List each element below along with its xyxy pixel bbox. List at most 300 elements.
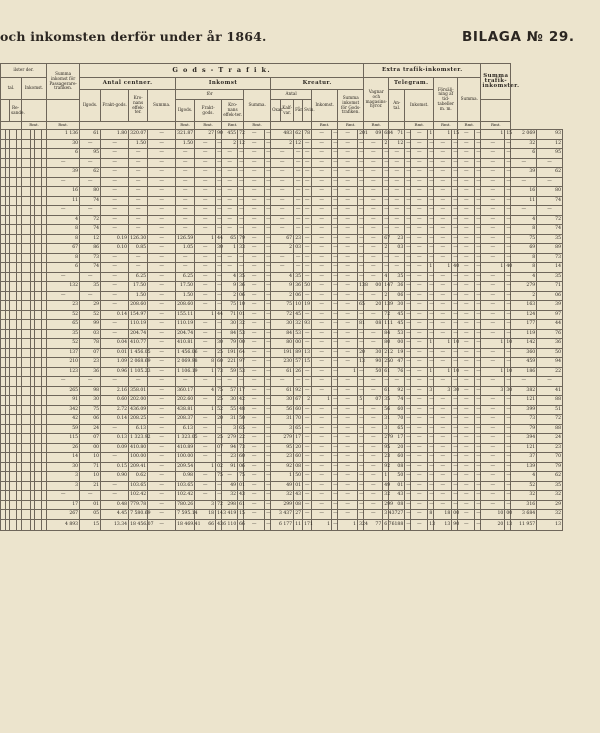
cell: — [475,130,481,140]
cell: — [216,253,222,263]
cell: 53 [238,329,244,339]
table-row [1,272,563,282]
cell: 19 [303,301,312,311]
cell: 13.34 [101,519,129,530]
cell: — [332,215,338,225]
cell: — [303,139,312,149]
cell: 399 [511,405,537,415]
cell: — [411,196,428,206]
cell: — [216,329,222,339]
blank-cell [35,253,42,263]
cell: — [338,424,358,434]
cell: — [481,405,505,415]
cell: — [222,377,238,387]
cell: — [312,329,332,339]
cell: — [505,301,511,311]
cell: 30 [271,396,294,406]
cell: — [332,405,338,415]
cell: 72 [238,130,244,140]
cell: 7 580.69 [129,510,148,520]
cell: — [312,177,332,187]
livestock-income-header: Inkomst. [312,90,338,122]
cell: — [458,443,475,453]
cell: — [338,443,358,453]
cell: 1 [428,130,434,140]
cell: 74 [537,196,563,206]
table-row [1,462,563,472]
cell: — [332,519,338,530]
blank-cell [10,472,17,482]
cell: — [434,443,452,453]
cell: 70 [389,415,405,425]
blank-cell [35,215,42,225]
cell: — [303,168,312,178]
cell: — [244,272,265,282]
cell: — [428,377,434,387]
cell: — [148,415,176,425]
cell: — [294,196,303,206]
cell: — [332,291,338,301]
cell: — [458,424,475,434]
cell: 92 [389,386,405,396]
cell: — [452,453,458,463]
cell: 1 [195,405,216,415]
cell: — [195,177,216,187]
cell: — [216,225,222,235]
cell: 102.42 [129,491,148,501]
cell: — [216,320,222,330]
cell: — [47,177,80,187]
cell: — [364,225,383,235]
cell: — [312,272,332,282]
cell: — [358,405,364,415]
cell: — [303,215,312,225]
cell: — [148,358,176,368]
cell: — [265,253,271,263]
cell: — [405,158,411,168]
cell: 49 [222,481,238,491]
blank-cell [22,282,31,292]
cell: — [338,472,358,482]
cell: 11 957 [511,519,537,530]
cell: — [312,253,332,263]
cell: — [475,225,481,235]
cell: 80 [80,187,101,197]
table-row [1,434,563,444]
cell: 0.96 [101,367,129,377]
cell: — [475,320,481,330]
cell: 2.72 [101,405,129,415]
cell: 66 [238,519,244,530]
cell: 103.65 [176,481,195,491]
cell: — [505,310,511,320]
table-row [1,291,563,301]
table-row [1,415,563,425]
cell: — [148,215,176,225]
cell: 27 [294,510,303,520]
cell: — [458,149,475,159]
cell: 4 [511,215,537,225]
cell: 1 [428,367,434,377]
goods-traffic-header: G o d s - T r a f i k. [80,64,364,78]
cell: — [312,139,332,149]
cell: — [411,396,428,406]
cell: — [458,253,475,263]
cell: — [481,225,505,235]
cell: — [405,329,411,339]
cell: — [358,177,364,187]
cell: — [101,291,129,301]
cell: — [434,225,452,235]
cell: — [458,500,475,510]
cell: — [505,215,511,225]
travellers-sub-header: Re-sande. [10,100,22,122]
cell: — [452,168,458,178]
cell: — [265,424,271,434]
cell: — [428,168,434,178]
cell: 17 [47,500,80,510]
cell: — [80,291,101,301]
cell: 1 [195,367,216,377]
cell: 3 [481,386,505,396]
cell: 459 [511,358,537,368]
cell: — [265,187,271,197]
cell: — [458,434,475,444]
cell: — [216,196,222,206]
cell: — [481,415,505,425]
cell: — [358,462,364,472]
cell: — [338,462,358,472]
cell: — [405,263,411,273]
cell: — [195,339,216,349]
cell: 0.15 [101,462,129,472]
table-row [1,320,563,330]
cell: 138 [358,282,364,292]
cell: — [434,462,452,472]
cell: — [332,206,338,216]
cell: 17 [294,434,303,444]
cell: — [458,339,475,349]
cell: — [358,415,364,425]
cell: 30 [271,320,294,330]
cell: 438.81 [176,405,195,415]
crown-effects-income-header: Kro-nans effek-ter. [222,100,244,122]
cell: — [475,386,481,396]
cell: — [312,472,332,482]
cell: — [244,310,265,320]
goods-income-sum-header: Summa. [244,90,271,122]
cell: 137 [47,348,80,358]
cell: — [458,291,475,301]
cell: — [505,234,511,244]
cell: — [271,206,294,216]
blank-cell [10,405,17,415]
cell: — [411,130,428,140]
blank-cell [10,225,17,235]
cell: 60 [389,453,405,463]
cell: — [434,377,452,387]
cell: — [338,310,358,320]
cell: — [452,320,458,330]
cell: — [312,187,332,197]
cell: — [222,187,238,197]
cell: — [338,510,358,520]
cell: 27 [389,510,405,520]
cell: — [244,215,265,225]
cell: 265 [47,386,80,396]
cell: — [303,510,312,520]
cell: 1 [222,244,238,254]
cell: 95 [383,443,389,453]
cell: — [148,253,176,263]
cell: — [411,424,428,434]
cell: — [312,434,332,444]
cell: — [358,329,364,339]
cell: 279 [271,434,294,444]
cell: 1 323.92 [129,434,148,444]
cell: — [101,225,129,235]
cell: — [101,481,129,491]
cell: 202.00 [129,396,148,406]
cell: — [338,339,358,349]
cell: 79 [238,234,244,244]
cell: 147 [383,282,389,292]
crown-effects-count-header: Kro-nans effek-ter. [129,90,148,122]
cell: — [338,196,358,206]
cell: 6 [511,149,537,159]
blank-cell [10,282,17,292]
cell: 17.50 [176,282,195,292]
cell: 69 [511,244,537,254]
cell: — [222,253,238,263]
cell: — [101,377,129,387]
cell: 01 [238,310,244,320]
cell: — [294,215,303,225]
cell: 4 [47,215,80,225]
table-row [1,263,563,273]
cell: 50 [303,282,312,292]
cell: — [411,158,428,168]
blank-cell [35,367,42,377]
cell: — [452,424,458,434]
cell: 79 [511,424,537,434]
telegram-count-header: An-tal. [389,90,405,122]
cell: — [294,225,303,235]
cell: — [405,206,411,216]
blank-cell [35,196,42,206]
cell: — [271,225,294,235]
cell: — [101,301,129,311]
cell: — [265,510,271,520]
cell: — [148,196,176,206]
cell: — [475,500,481,510]
cell: — [265,301,271,311]
cell: — [475,377,481,387]
cell: — [303,424,312,434]
cell: — [405,244,411,254]
cell: — [80,377,101,387]
cell: — [434,253,452,263]
cell: 11 [511,196,537,206]
cell: — [176,149,195,159]
cell: — [332,263,338,273]
cell: — [505,348,511,358]
cell: — [434,215,452,225]
cell: — [411,291,428,301]
cell: 74 [80,196,101,206]
cell: 2 [222,139,238,149]
cell: 30 [47,462,80,472]
cell: 42 [238,396,244,406]
cell: — [222,215,238,225]
cell: — [195,453,216,463]
cell: — [458,196,475,206]
cell: 50 [238,415,244,425]
table-row [1,500,563,510]
cell: 76 [537,329,563,339]
cell: — [244,405,265,415]
cell: 132 [47,282,80,292]
blank-cell [22,415,31,425]
cell: — [452,348,458,358]
cell: — [428,282,434,292]
cell: 1 [434,339,452,349]
cell: 61 [271,367,294,377]
cell: 1 [312,396,332,406]
cell: 342 [47,405,80,415]
cell: — [452,282,458,292]
cell: 35 [537,481,563,491]
cell: — [411,491,428,501]
cell: — [312,310,332,320]
cell: 50 [537,348,563,358]
cell: — [176,377,195,387]
cell: 3 [271,424,294,434]
cell: — [405,139,411,149]
cell: — [244,472,265,482]
cell: — [332,462,338,472]
cell: 13 [505,519,511,530]
cell: 0.48 [101,500,129,510]
cell: 100.00 [176,453,195,463]
cell: — [101,196,129,206]
cell: — [195,196,216,206]
cell: 14 [537,263,563,273]
cell: — [148,263,176,273]
cell: 99 [80,320,101,330]
cell: — [358,367,364,377]
cell: 4 [271,272,294,282]
cell: — [364,424,383,434]
cell: — [303,244,312,254]
cell: 110.19 [129,320,148,330]
cell: — [244,434,265,444]
cell: — [389,177,405,187]
cell: — [405,453,411,463]
cell: 3 [47,472,80,482]
cell: 208.60 [129,301,148,311]
cell: — [338,149,358,159]
blank-cell [35,168,42,178]
cell: — [238,253,244,263]
cell: — [358,481,364,491]
cell: — [428,348,434,358]
cell: — [338,244,358,254]
cell: — [505,453,511,463]
blank-cell [22,443,31,453]
cell: 0.85 [129,244,148,254]
cell: — [405,481,411,491]
cell: — [195,443,216,453]
cell: 3 684 [511,510,537,520]
unit-rmt-3: Rmt. [176,122,195,130]
cell: — [452,405,458,415]
cell: — [411,377,428,387]
cell: — [332,158,338,168]
cell: — [452,415,458,425]
cell: 154.97 [129,310,148,320]
cell: 51 [537,405,563,415]
cell: 30 [216,339,222,349]
cell: — [364,405,383,415]
cell: 61 [383,367,389,377]
cell: — [411,481,428,491]
blank-cell [35,329,42,339]
cell: — [434,405,452,415]
cell: 72 [537,215,563,225]
cell: — [332,329,338,339]
cell: 23 [537,443,563,453]
cell: — [312,234,332,244]
blank-cell [10,386,17,396]
cell: 410.80 [129,443,148,453]
blank-cell [35,491,42,501]
cell: — [405,168,411,178]
blank-cell [22,500,31,510]
cell: — [129,158,148,168]
cell: — [195,215,216,225]
cell: 0.14 [101,310,129,320]
cell: — [148,519,176,530]
cell: — [148,244,176,254]
cell: — [389,149,405,159]
cell: — [505,500,511,510]
cell: — [475,339,481,349]
cell: — [244,424,265,434]
cell: 208.60 [176,301,195,311]
cell: — [364,187,383,197]
cell: — [411,358,428,368]
cell: 2 [271,139,294,149]
cell: — [195,396,216,406]
table-row [1,405,563,415]
cell: — [101,253,129,263]
cell: 73 [238,443,244,453]
cell: — [434,481,452,491]
table-row [1,510,563,520]
cell: — [405,272,411,282]
cell: — [332,320,338,330]
cell: — [364,453,383,463]
cell: 3 [222,424,238,434]
cell: 16 [511,187,537,197]
cell: — [475,510,481,520]
cell: — [244,453,265,463]
cell: — [434,291,452,301]
cell: — [358,291,364,301]
cell: — [458,215,475,225]
cell: — [312,481,332,491]
